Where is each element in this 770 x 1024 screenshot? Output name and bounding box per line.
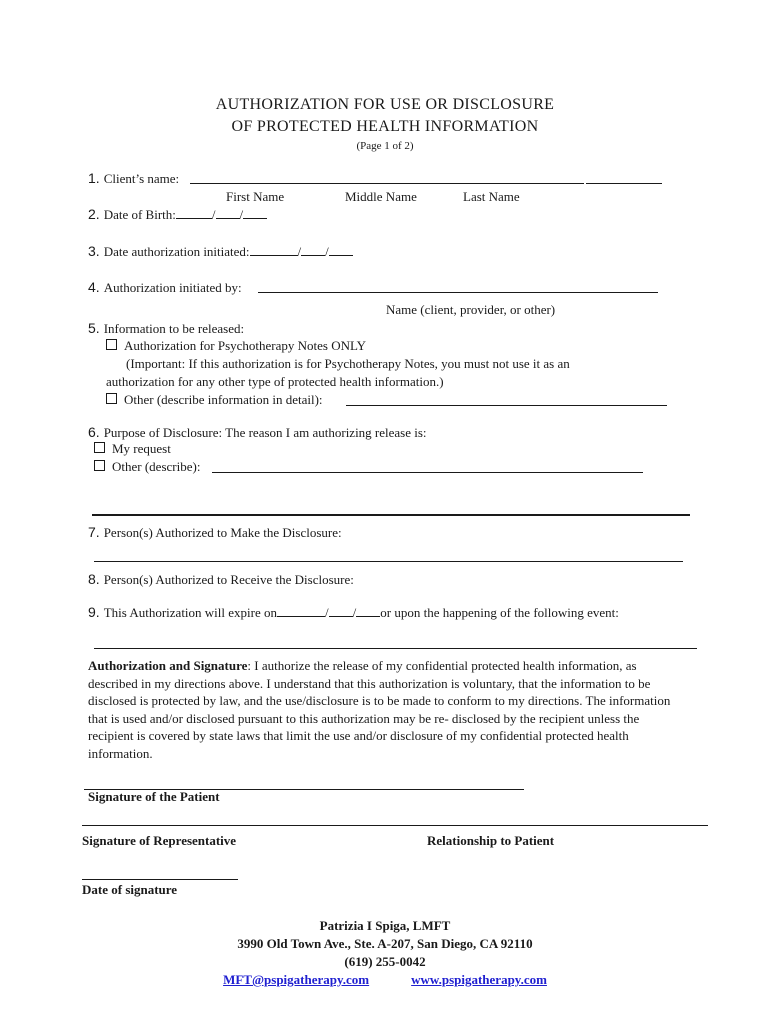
other-purpose-field[interactable] [212, 472, 643, 473]
make-disclosure-label: Person(s) Authorized to Make the Disclosure: [103, 525, 342, 540]
receive-disclosure-row [88, 571, 354, 589]
other-info-option[interactable] [106, 392, 323, 408]
dob-year-field[interactable] [243, 206, 267, 219]
initiated-by-row [88, 279, 242, 297]
psych-notes-option[interactable] [106, 338, 366, 354]
expire-event-field[interactable] [94, 648, 697, 649]
important-note-line-2: authorization for any other type of protected health information.) [106, 374, 444, 389]
initiated-by-field[interactable] [258, 292, 658, 293]
item-number: 7. [88, 524, 100, 540]
patient-signature-label: Signature of the Patient [88, 789, 220, 804]
initiated-by-label: Authorization initiated by: [103, 280, 242, 295]
expire-label-after: or upon the happening of the following event: [380, 605, 619, 620]
form-title-line-2: OF PROTECTED HEALTH INFORMATION [231, 118, 539, 135]
make-disclosure-row [88, 524, 342, 542]
client-name-field[interactable] [190, 183, 584, 184]
dob-label: Date of Birth: [103, 207, 176, 222]
other-purpose-option-label: Other (describe): [112, 459, 201, 474]
provider-name: Patrizia I Spiga, LMFT [319, 918, 451, 933]
item-number: 5. [88, 320, 100, 336]
middle-name-caption: Middle Name [345, 189, 417, 204]
provider-links [0, 972, 770, 988]
website-link[interactable]: www.pspigatherapy.com [411, 972, 547, 987]
client-name-field-extra[interactable] [586, 183, 662, 184]
page-indicator: (Page 1 of 2) [356, 140, 414, 152]
item-number: 6. [88, 424, 100, 440]
item-number: 8. [88, 571, 100, 587]
item-number: 1. [88, 170, 100, 186]
provider-address: 3990 Old Town Ave., Ste. A-207, San Diego, CA 92110 [237, 936, 533, 951]
receive-disclosure-label: Person(s) Authorized to Receive the Disclosure: [103, 572, 354, 587]
my-request-checkbox[interactable] [94, 442, 105, 453]
date-initiated-row: 3. Date authorization initiated: / / [88, 243, 353, 261]
authorization-paragraph: Authorization and Signature: I authorize the release of my confidential protected health information, as described in my directions above. I understand that this authorization is voluntary, that the information to be disclosed is protected by law, and the use/disclosure is to be made to conform to my directions. The information that is used and/or disclosed pursuant to this authorization may be re- disclosed by the recipient unless the recipient is covered by state laws that limit the use and/or disclosure of my confidential protected health information. [88, 658, 671, 761]
purpose-label: Purpose of Disclosure: The reason I am authorizing release is: [103, 425, 427, 440]
other-info-checkbox[interactable] [106, 393, 117, 404]
purpose-row [88, 424, 427, 442]
date-initiated-label: Date authorization initiated: [103, 244, 250, 259]
item-number: 3. [88, 243, 100, 259]
initiated-by-caption: Name (client, provider, or other) [386, 302, 556, 317]
date-initiated-year-field[interactable] [329, 243, 353, 256]
first-name-caption: First Name [226, 189, 285, 204]
important-note-line-1: (Important: If this authorization is for Psychotherapy Notes, you must not use it as an [126, 356, 570, 371]
last-name-caption: Last Name [463, 189, 520, 204]
client-name-row [88, 170, 179, 188]
email-link[interactable]: MFT@pspigatherapy.com [223, 972, 370, 987]
make-disclosure-field[interactable] [94, 561, 683, 562]
item-number: 4. [88, 279, 100, 295]
expire-year-field[interactable] [356, 604, 380, 617]
expire-month-field[interactable] [277, 604, 325, 617]
other-purpose-checkbox[interactable] [94, 460, 105, 471]
representative-signature-field[interactable] [82, 825, 708, 826]
dob-day-field[interactable] [216, 206, 240, 219]
authorization-heading: Authorization and Signature [88, 658, 248, 673]
form-title-line-1: AUTHORIZATION FOR USE OR DISCLOSURE [215, 96, 555, 113]
dob-month-field[interactable] [176, 206, 212, 219]
relationship-label: Relationship to Patient [427, 833, 555, 848]
date-initiated-day-field[interactable] [301, 243, 325, 256]
my-request-option-label: My request [112, 441, 171, 456]
provider-phone: (619) 255-0042 [344, 954, 426, 969]
purpose-extra-line[interactable] [92, 514, 690, 516]
expire-row: 9. This Authorization will expire on / / or upon the happening of the following event: [88, 604, 619, 620]
psych-notes-checkbox[interactable] [106, 339, 117, 350]
authorization-body: I authorize the release of my confidential protected health information, as described in my directions above. I understand that this authorization is voluntary, that the information to be disclosed is protected by law, and the use/disclosure is to be made to conform to my directions. The information that is used and/or disclosed pursuant to this authorization may be re- disclosed by the recipient unless the recipient is covered by state laws that limit the use and/or disclosure of my confidential protected health information. [88, 658, 671, 761]
other-info-option-label: Other (describe information in detail): [124, 392, 323, 407]
info-released-row [88, 320, 244, 338]
client-name-label: Client’s name: [103, 171, 180, 186]
date-initiated-month-field[interactable] [250, 243, 298, 256]
psych-notes-option-label: Authorization for Psychotherapy Notes ONLY [124, 338, 367, 353]
other-purpose-option[interactable] [94, 459, 200, 475]
item-number: 9. [88, 604, 100, 620]
info-released-label: Information to be released: [103, 321, 245, 336]
my-request-option[interactable] [94, 441, 171, 457]
expire-day-field[interactable] [329, 604, 353, 617]
expire-label: This Authorization will expire on [103, 605, 277, 620]
representative-signature-label: Signature of Representative [82, 833, 237, 848]
signature-date-label: Date of signature [82, 882, 178, 897]
item-number: 2. [88, 206, 100, 222]
other-info-field[interactable] [346, 405, 667, 406]
signature-date-field[interactable] [82, 879, 238, 880]
dob-row: 2. Date of Birth: / / [88, 206, 267, 224]
